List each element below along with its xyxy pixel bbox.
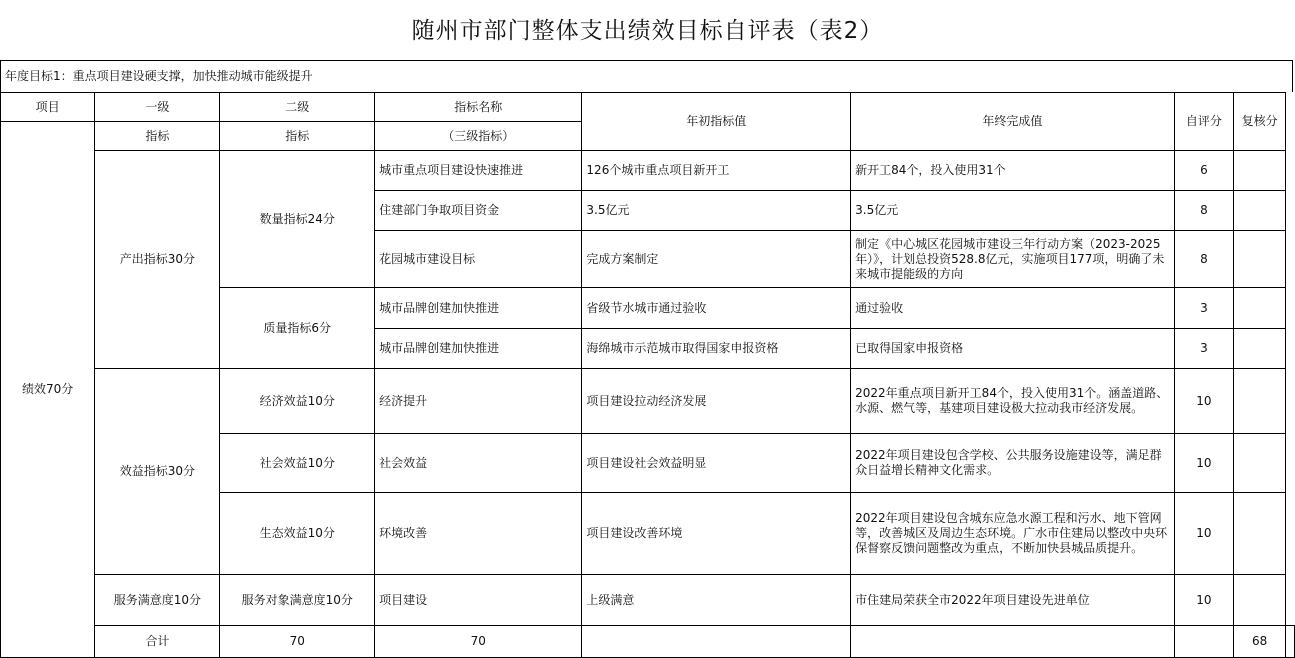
- indicator-name: 环境改善: [375, 493, 582, 575]
- header-level2-sub: 指标: [220, 122, 375, 151]
- header-indicator-sub: （三级指标）: [375, 122, 582, 151]
- level1-satisfaction: 服务满意度10分: [95, 575, 220, 626]
- final-value: 2022年项目建设包含城东应急水源工程和污水、地下管网等，改善城区及周边生态环境。广水市住建局以整改中央环保督察反馈问题整改为重点，不断加快县城品质提升。: [851, 493, 1174, 575]
- initial-value: 项目建设社会效益明显: [582, 434, 851, 493]
- indicator-name: 项目建设: [375, 575, 582, 626]
- total-indicator-empty: [582, 626, 851, 658]
- header-level2: 二级: [220, 93, 375, 122]
- initial-value: 项目建设改善环境: [582, 493, 851, 575]
- total-level2: 70: [375, 626, 582, 658]
- total-row: [1, 626, 1295, 658]
- level2-quantity: 数量指标24分: [220, 151, 375, 288]
- final-value: 已取得国家申报资格: [851, 329, 1174, 369]
- review-score: [1234, 288, 1286, 329]
- level1-output: 产出指标30分: [95, 151, 220, 369]
- initial-value: 3.5亿元: [582, 191, 851, 231]
- final-value: 3.5亿元: [851, 191, 1174, 231]
- final-value: 市住建局荣获全市2022年项目建设先进单位: [851, 575, 1174, 626]
- header-level1-sub: 指标: [95, 122, 220, 151]
- final-value: 通过验收: [851, 288, 1174, 329]
- review-score: [1234, 369, 1286, 434]
- level2-service: 服务对象满意度10分: [220, 575, 375, 626]
- table-row: [1, 369, 1295, 434]
- page-title: 随州市部门整体支出绩效目标自评表（表2）: [411, 18, 884, 44]
- review-score: [1234, 493, 1286, 575]
- self-score: 8: [1174, 231, 1234, 288]
- final-value: 制定《中心城区花园城市建设三年行动方案（2023-2025年）》，计划总投资528.8亿元，实施项目177项，明确了未来城市提能级的方向: [851, 231, 1174, 288]
- indicator-name: 城市品牌创建加快推进: [375, 288, 582, 329]
- initial-value: 海绵城市示范城市取得国家申报资格: [582, 329, 851, 369]
- header-indicator-name: 指标名称: [375, 93, 582, 122]
- self-score: 3: [1174, 288, 1234, 329]
- header-final-value: 年终完成值: [851, 93, 1174, 151]
- indicator-name: 社会效益: [375, 434, 582, 493]
- total-level1: 70: [220, 626, 375, 658]
- self-score: 10: [1174, 575, 1234, 626]
- item-performance: 绩效70分: [1, 122, 95, 658]
- indicator-name: 住建部门争取项目资金: [375, 191, 582, 231]
- total-review-empty: [1286, 626, 1295, 658]
- table-row: [1, 575, 1295, 626]
- header-item: 项目: [1, 93, 95, 122]
- level2-ecological: 生态效益10分: [220, 493, 375, 575]
- level2-quality: 质量指标6分: [220, 288, 375, 369]
- level2-social: 社会效益10分: [220, 434, 375, 493]
- self-score: 3: [1174, 329, 1234, 369]
- total-initial-empty: [851, 626, 1174, 658]
- indicator-name: 经济提升: [375, 369, 582, 434]
- initial-value: 上级满意: [582, 575, 851, 626]
- initial-value: 完成方案制定: [582, 231, 851, 288]
- header-review-score: 复核分: [1234, 93, 1286, 151]
- indicator-name: 城市品牌创建加快推进: [375, 329, 582, 369]
- self-score: 10: [1174, 369, 1234, 434]
- review-score: [1234, 434, 1286, 493]
- review-score: [1234, 329, 1286, 369]
- level1-benefit: 效益指标30分: [95, 369, 220, 575]
- review-score: [1234, 151, 1286, 191]
- review-score: [1234, 191, 1286, 231]
- self-score: 10: [1174, 434, 1234, 493]
- final-value: 新开工84个，投入使用31个: [851, 151, 1174, 191]
- total-final-empty: [1174, 626, 1234, 658]
- header-initial-value: 年初指标值: [582, 93, 851, 151]
- initial-value: 126个城市重点项目新开工: [582, 151, 851, 191]
- performance-table: [0, 92, 1295, 658]
- review-score: [1234, 575, 1286, 626]
- self-score: 6: [1174, 151, 1234, 191]
- level2-economic: 经济效益10分: [220, 369, 375, 434]
- indicator-name: 花园城市建设目标: [375, 231, 582, 288]
- indicator-name: 城市重点项目建设快速推进: [375, 151, 582, 191]
- header-level1: 一级: [95, 93, 220, 122]
- final-value: 2022年项目建设包含学校、公共服务设施建设等，满足群众日益增长精神文化需求。: [851, 434, 1174, 493]
- total-label: 合计: [95, 626, 220, 658]
- review-score: [1234, 231, 1286, 288]
- final-value: 2022年重点项目新开工84个，投入使用31个。涵盖道路、水源、燃气等，基建项目建设极大拉动我市经济发展。: [851, 369, 1174, 434]
- self-score: 10: [1174, 493, 1234, 575]
- initial-value: 省级节水城市通过验收: [582, 288, 851, 329]
- initial-value: 项目建设拉动经济发展: [582, 369, 851, 434]
- annual-goal: 年度目标1：重点项目建设硬支撑，加快推动城市能级提升: [0, 60, 1293, 92]
- header-self-score: 自评分: [1174, 93, 1234, 151]
- self-score: 8: [1174, 191, 1234, 231]
- table-row: [1, 151, 1295, 191]
- total-score: 68: [1234, 626, 1286, 658]
